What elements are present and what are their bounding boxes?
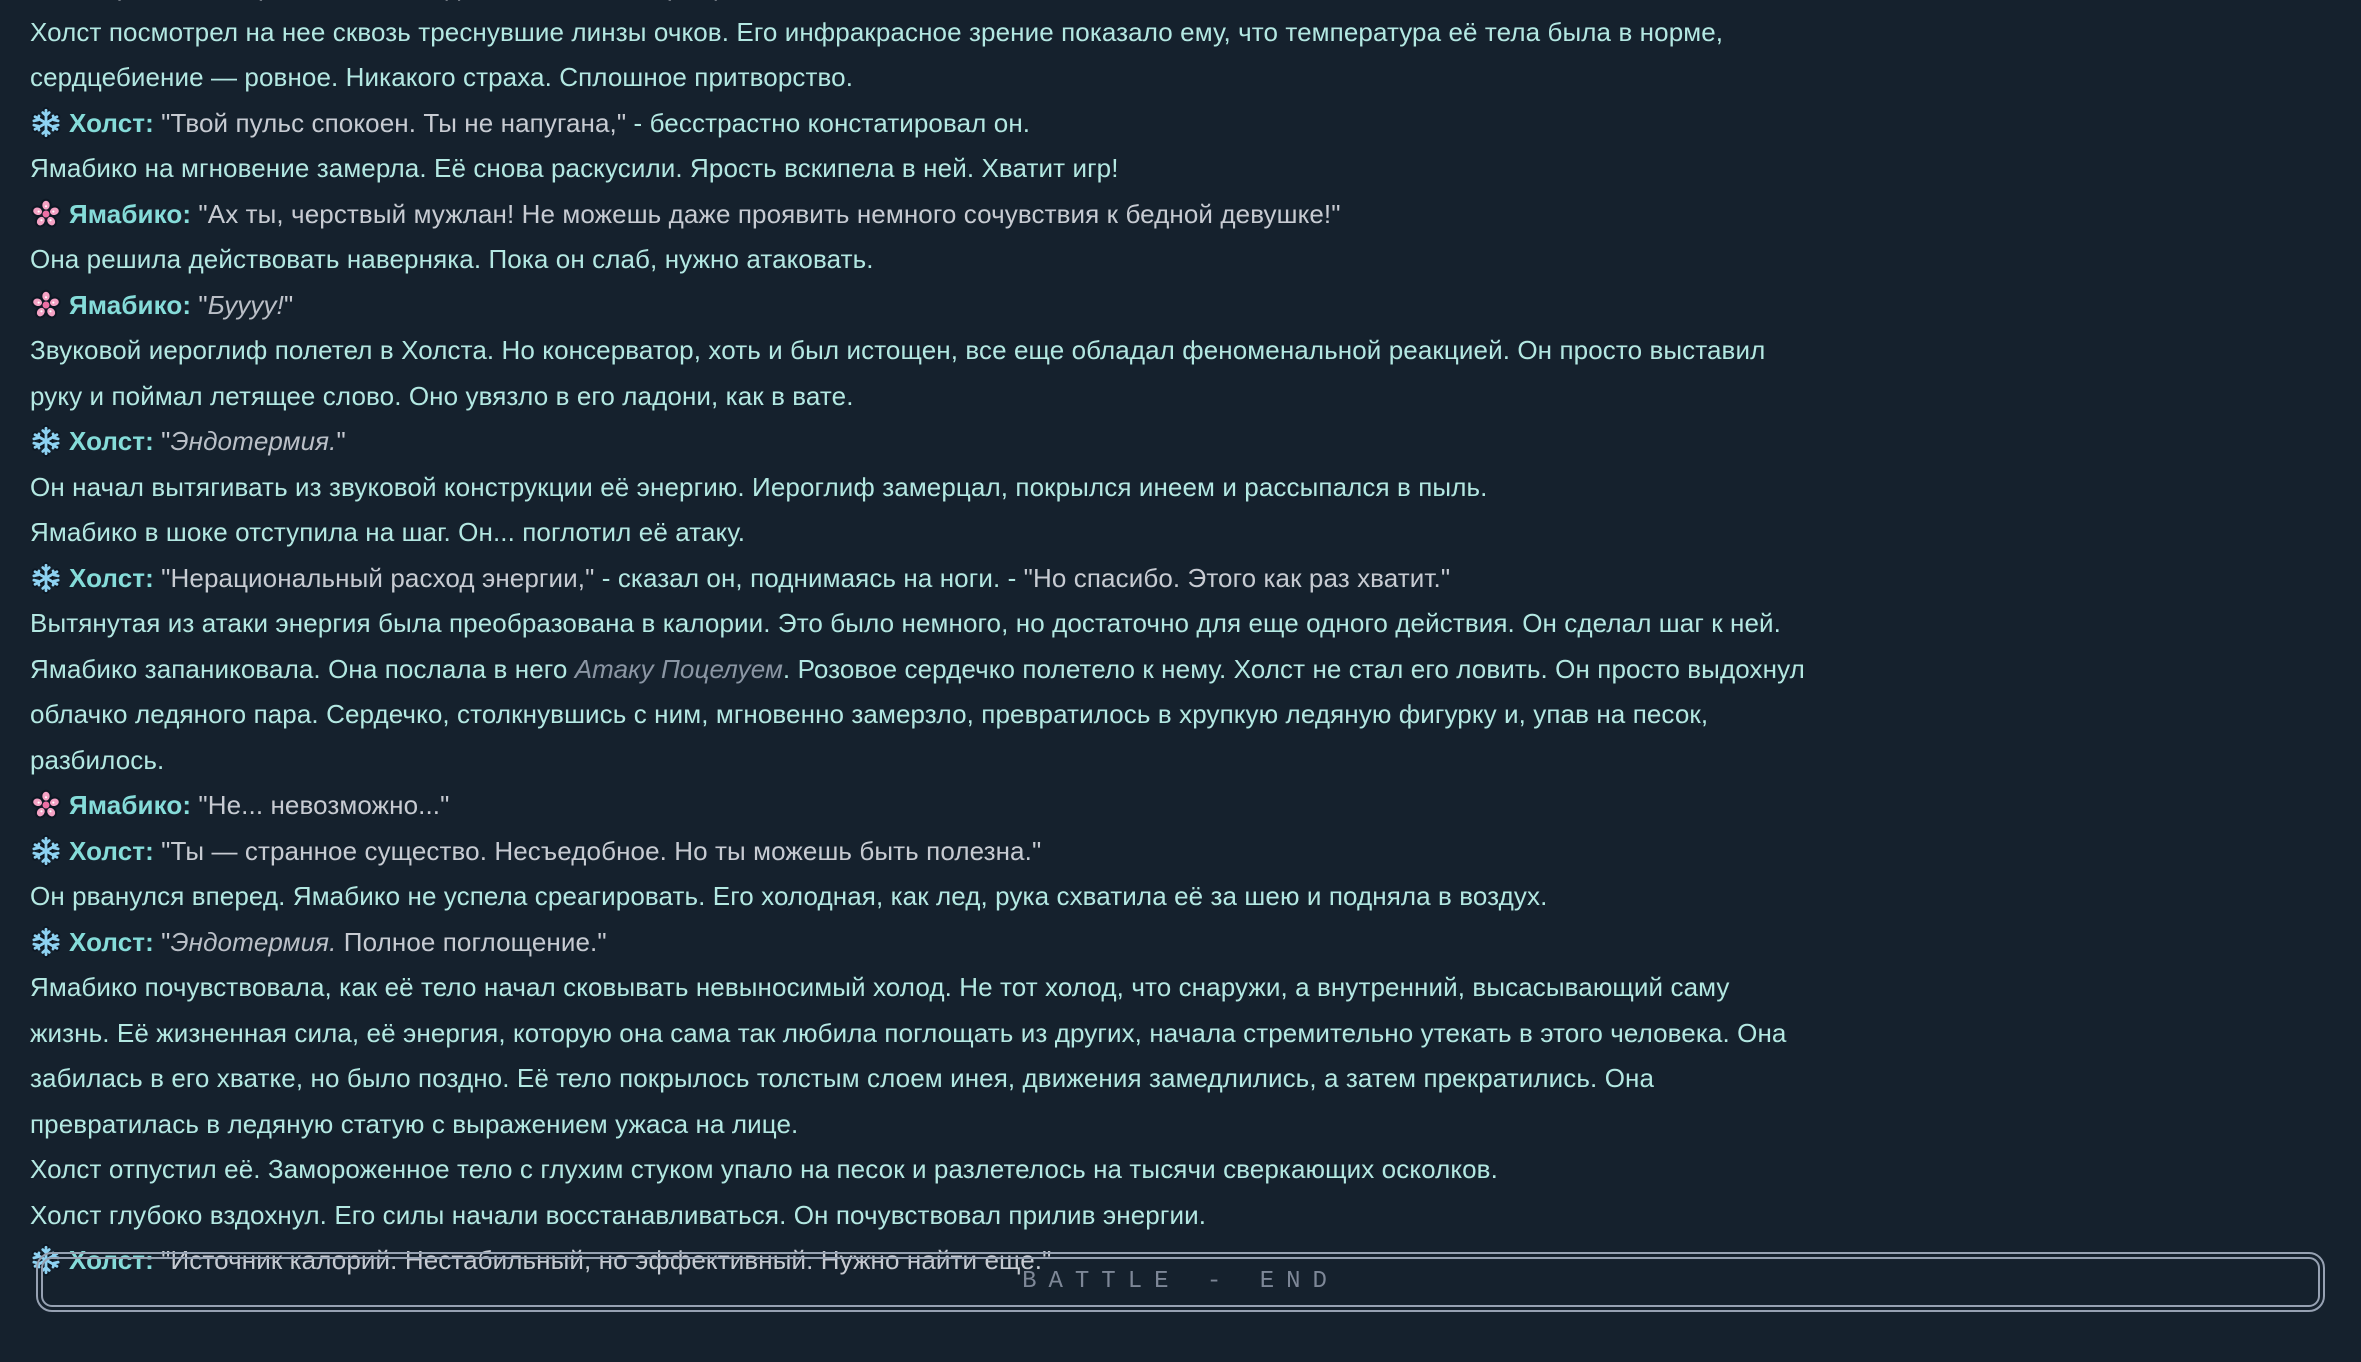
story-line [30,1193,2331,1239]
story-text: " [191,289,208,320]
story-line [30,647,2331,693]
speaker-name: Ямабико: [69,198,192,229]
speaker-name: Холст: [69,107,154,138]
story-line [30,601,2331,647]
story-text: Ямабико на мгновение замерла. Её снова раскусили. Ярость вскипела в ней. Хватит игр! [30,153,1119,183]
story-line [30,783,2331,829]
story-text: Он начал вытягивать из звуковой конструкции её энергию. Иероглиф замерцал, покрылся инеем и рассыпался в пыль. [30,471,1488,502]
story-text: . Розовое сердечко полетело к нему. Холст не стал его ловить. Он просто выдохнул [782,653,1805,684]
story-text: " [283,289,294,320]
story-line [30,1011,2331,1057]
snowflake-icon [30,107,62,139]
story-line [30,101,2331,147]
story-text: Атаку Поцелуем [574,653,783,684]
story-text: забилась в его хватке, но было поздно. Её тело покрылось толстым слоем инея, движения замедлились, а затем прекратились. Она [30,1063,1655,1093]
story-text: Ямабико в шоке отступила на шаг. Он... поглотил её атаку. [30,517,746,547]
story-text: Она решила действовать наверняка. Пока он слаб, нужно атаковать. [30,244,874,274]
story-line [30,1056,2331,1102]
story-text: Ямабико почувствовала, как её тело начал сковывать невыносимый холод. Не тот холод, что снаружи, а внутренний, высасывающий саму [30,972,1730,1002]
story-text: Он рванулся вперед. Ямабико не успела среагировать. Его холодная, как лед, рука схватила её за шею и подняла в воздух. [30,881,1548,911]
story-line [30,374,2331,420]
story-line [30,965,2331,1011]
speaker-name: Ямабико: [69,289,192,320]
story-line [30,1147,2331,1193]
story-text: "Нерациональный расход энергии," [153,562,595,593]
story-line [30,692,2331,738]
story-text: Эндотермия. [170,426,337,456]
snowflake-icon [30,425,62,457]
story-line [30,556,2331,602]
story-text: "Не... невозможно..." [191,790,450,820]
snowflake-icon [30,926,62,958]
speaker-name: Холст: [69,926,154,957]
story-line [30,55,2331,101]
story-line [30,829,2331,875]
story-text: Вытянутая из атаки энергия была преобразована в калории. Это было немного, но достаточно для еще одного действия. Он сделал шаг к ней. [30,608,1781,638]
story-text: "Источник калорий. Нестабильный, но эффективный. Нужно найти еще." [153,1245,1052,1275]
story-text: " [153,926,171,957]
snowflake-icon [30,562,62,594]
story-text: Холст отпустил её. Замороженное тело с глухим стуком упало на песок и разлетелось на тысячи сверкающих осколков. [30,1154,1498,1184]
story-text: " [153,426,171,456]
battle-end-banner-inner [41,1257,2320,1307]
story-line [30,1102,2331,1148]
story-text: "Ах ты, черствый мужлан! Не можешь даже проявить немного сочувствия к бедной девушке!" [191,198,1341,229]
story-text: - сказал он, поднимаясь на ноги. - [594,562,1017,593]
story-text: "Но спасибо. Этого как раз хватит." [1016,562,1451,593]
story-text: "Ты — странное существо. Несъедобное. Но ты можешь быть полезна." [153,835,1042,866]
story-line [30,192,2331,238]
speaker-name: Ямабико: [69,790,192,820]
story-line [30,920,2331,966]
blossom-icon [30,289,62,321]
story-line [30,0,2331,10]
story-line [30,465,2331,511]
story-text: превратилась в ледяную статую с выражением ужаса на лице. [30,1108,799,1139]
story-line [30,419,2331,465]
story-text: сердцебиение — ровное. Никакого страха. Сплошное притворство. [30,62,854,92]
story-text: - бесстрастно констатировал он. [626,107,1031,138]
story-text: руку и поймал летящее слово. Оно увязло в его ладони, как в вате. [30,380,854,411]
snowflake-icon [30,835,62,867]
story-line [30,237,2331,283]
story-text: "Твой пульс спокоен. Ты не напугана," [153,107,627,138]
speaker-name: Холст: [69,426,154,456]
story-text: " [336,426,346,456]
story-line [30,738,2331,784]
story-line [30,510,2331,556]
story-line [30,874,2331,920]
story-line [30,10,2331,56]
story-text: Буууу! [207,289,284,320]
story-line [30,283,2331,329]
story-line [30,146,2331,192]
blossom-icon [30,789,62,821]
speaker-name: Холст: [69,562,154,593]
story-text: жизнь. Её жизненная сила, её энергия, которую она сама так любила поглощать из других, начала стремительно утекать в этого человека. Она [30,1017,1787,1048]
story-text: разбилось. [30,744,165,775]
blossom-icon [30,198,62,230]
speaker-name: Холст: [69,1245,154,1275]
story-text: Эндотермия. [170,926,337,957]
story-text [30,0,773,1]
speaker-name: Холст: [69,835,154,866]
story-text: Холст глубоко вздохнул. Его силы начали восстанавливаться. Он почувствовал прилив энергии. [30,1199,1207,1230]
story-text: Полное поглощение." [336,926,607,957]
story-text: Звуковой иероглиф полетел в Холста. Но консерватор, хоть и был истощен, все еще обладал феноменальной реакцией. Он просто выставил [30,335,1766,365]
story-line [30,328,2331,374]
battle-end-banner[interactable] [36,1252,2325,1312]
story-text: Ямабико запаниковала. Она послала в него [30,653,575,684]
story-text: Холст посмотрел на нее сквозь треснувшие линзы очков. Его инфракрасное зрение показало ему, что температура её тела была в норме, [30,16,1724,47]
battle-end-label: BATTLE - END [1022,1268,1339,1295]
story-text: облачко ледяного пара. Сердечко, столкнувшись с ним, мгновенно замерзло, превратилось в хрупкую ледяную фигурку и, упав на песок, [30,699,1709,729]
